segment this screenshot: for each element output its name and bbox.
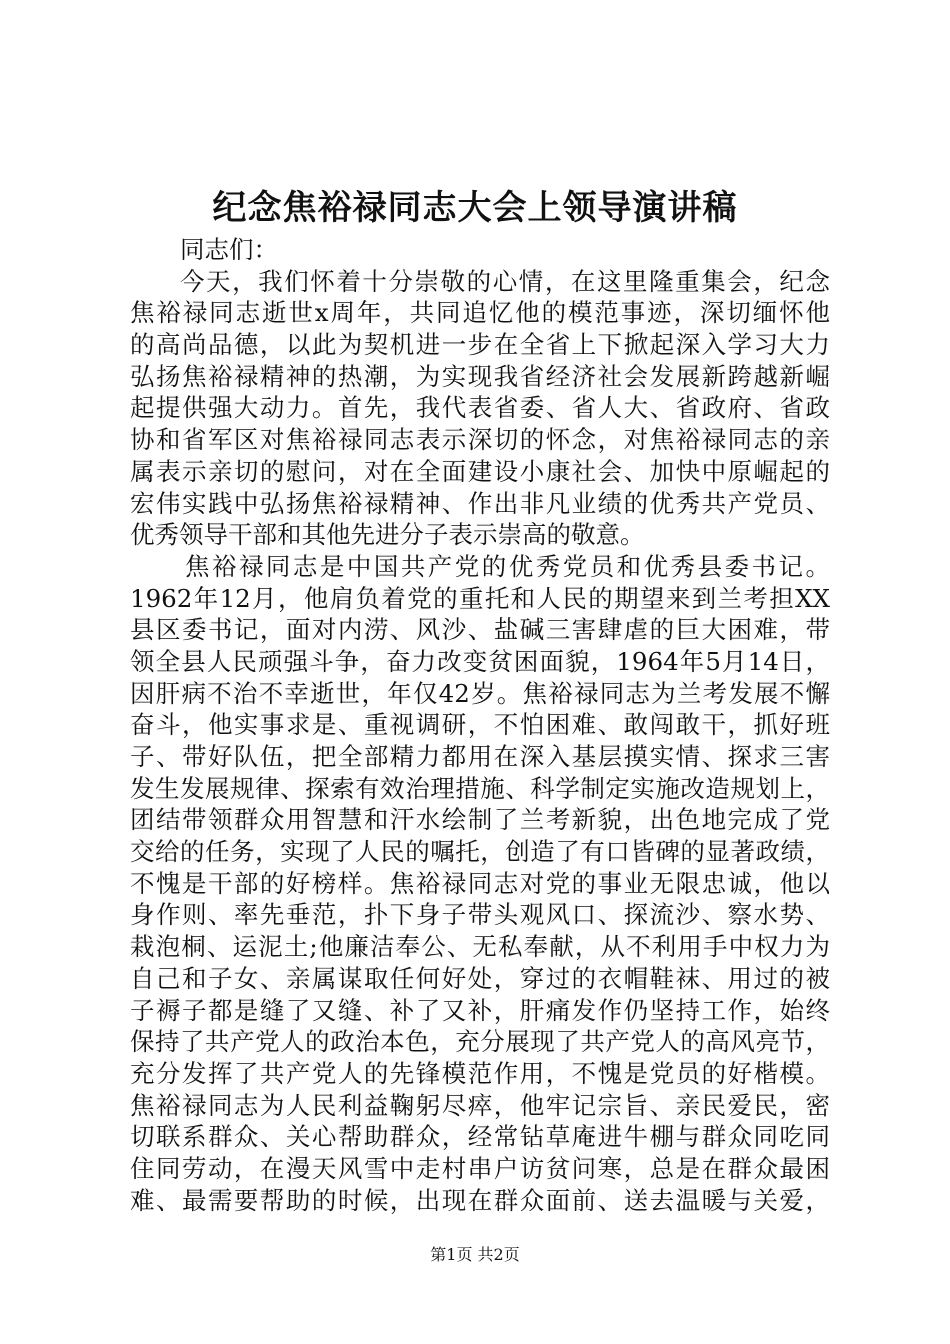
body-line: 因肝病不治不幸逝世，年仅42岁。焦裕禄同志为兰考发展不懈 <box>130 678 830 708</box>
body-line: 奋斗，他实事求是、重视调研，不怕困难、敢闯敢干，抓好班 <box>130 710 830 740</box>
body-line: 协和省军区对焦裕禄同志表示深切的怀念，对焦裕禄同志的亲 <box>130 425 830 455</box>
body-line: 团结带领群众用智慧和汗水绘制了兰考新貌，出色地完成了党 <box>130 805 830 835</box>
body-line: 充分发挥了共产党人的先锋模范作用，不愧是党员的好楷模。 <box>130 1058 830 1088</box>
body-line: 切联系群众、关心帮助群众，经常钻草庵进牛棚与群众同吃同 <box>130 1122 830 1152</box>
body-line: 焦裕禄同志逝世x周年，共同追忆他的模范事迹，深切缅怀他 <box>130 298 830 328</box>
body-line: 保持了共产党人的政治本色，充分展现了共产党人的高风亮节， <box>130 1027 830 1057</box>
body-line: 身作则、率先垂范，扑下身子带头观风口、探流沙、察水势、 <box>130 900 830 930</box>
body-line: 弘扬焦裕禄精神的热潮，为实现我省经济社会发展新跨越新崛 <box>130 361 830 391</box>
body-line: 属表示亲切的慰问，对在全面建设小康社会、加快中原崛起的 <box>130 456 830 486</box>
body-line: 起提供强大动力。首先，我代表省委、省人大、省政府、省政 <box>130 393 830 423</box>
body-line: 住同劳动，在漫天风雪中走村串户访贫问寒，总是在群众最困 <box>130 1153 830 1183</box>
body-line: 1962年12月，他肩负着党的重托和人民的期望来到兰考担XX <box>130 583 830 613</box>
page-number-footer: 第1页 共2页 <box>430 1245 520 1264</box>
body-line: 宏伟实践中弘扬焦裕禄精神、作出非凡业绩的优秀共产党员、 <box>130 488 830 518</box>
body-line: 焦裕禄同志为人民利益鞠躬尽瘁，他牢记宗旨、亲民爱民，密 <box>130 1090 830 1120</box>
body-line: 难、最需要帮助的时候，出现在群众面前、送去温暖与关爱， <box>130 1185 830 1215</box>
body-line: 子、带好队伍，把全部精力都用在深入基层摸实情、探求三害 <box>130 742 830 771</box>
salutation-line: 同志们： <box>180 235 278 264</box>
body-line: 子褥子都是缝了又缝、补了又补，肝痛发作仍坚持工作，始终 <box>130 995 830 1025</box>
document-title: 纪念焦裕禄同志大会上领导演讲稿 <box>212 188 738 228</box>
body-line: 栽泡桐、运泥土;他廉洁奉公、无私奉献，从不利用手中权力为 <box>130 932 830 962</box>
body-line: 今天，我们怀着十分崇敬的心情，在这里隆重集会，纪念 <box>180 266 830 296</box>
document-body <box>130 234 830 1216</box>
body-line: 自己和子女、亲属谋取任何好处，穿过的衣帽鞋袜、用过的被 <box>130 963 830 993</box>
body-line: 县区委书记，面对内涝、风沙、盐碱三害肆虐的巨大困难，带 <box>130 615 830 645</box>
body-line: 不愧是干部的好榜样。焦裕禄同志对党的事业无限忠诚，他以 <box>130 868 830 898</box>
body-line: 领全县人民顽强斗争，奋力改变贫困面貌，1964年5月14日， <box>130 646 830 676</box>
body-line: 优秀领导干部和其他先进分子表示崇高的敬意。 <box>130 520 645 550</box>
body-line: 焦裕禄同志是中国共产党的优秀党员和优秀县委书记。 <box>185 551 830 581</box>
body-line: 的高尚品德，以此为契机进一步在全省上下掀起深入学习大力 <box>130 330 830 360</box>
body-line: 交给的任务，实现了人民的嘱托，创造了有口皆碑的显著政绩， <box>130 837 830 867</box>
body-line: 发生发展规律、探索有效治理措施、科学制定实施改造规划上， <box>130 773 830 803</box>
